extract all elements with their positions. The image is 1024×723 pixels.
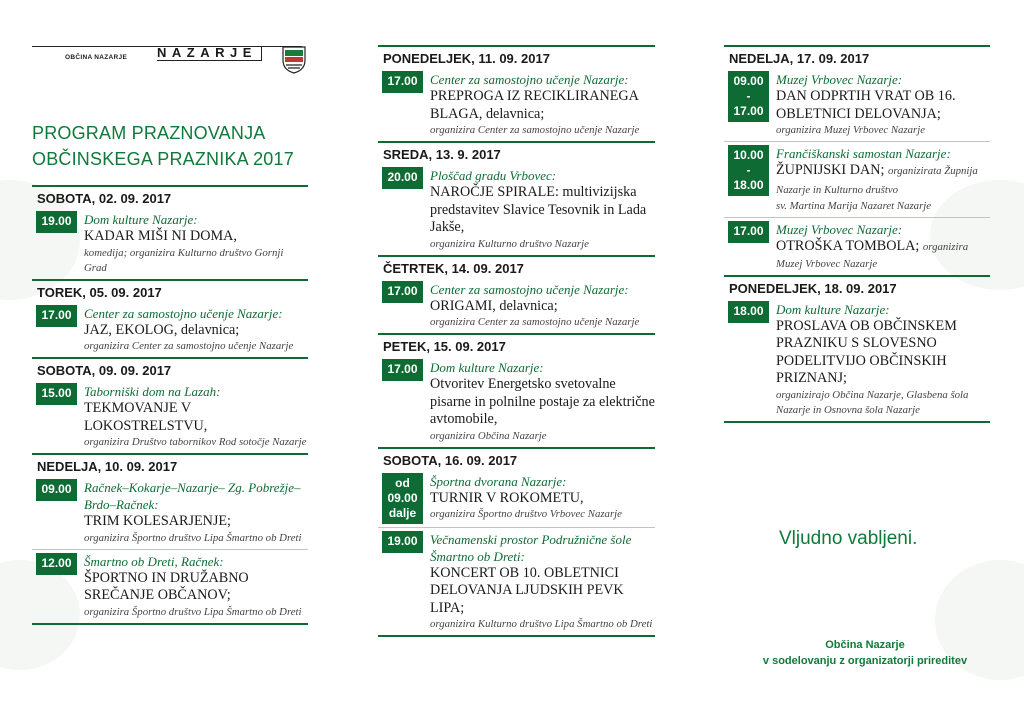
event-organizer: Muzej Vrbovec Nazarje	[776, 257, 878, 270]
event-time: 12.00	[36, 553, 77, 575]
event-time: 19.00	[36, 211, 77, 233]
event-row	[378, 279, 655, 334]
day-block	[378, 333, 655, 447]
event-name	[430, 88, 655, 123]
event-time: 18.00	[728, 301, 769, 323]
event-row	[378, 69, 655, 141]
event-title: OTROŠKA TOMBOLA;	[776, 238, 920, 254]
day-header: SOBOTA, 02. 09. 2017	[32, 185, 308, 209]
event-venue: Dom kulture Nazarje:	[776, 301, 890, 317]
greeting: Vljudno vabljeni.	[779, 528, 918, 549]
event-title: PREPROGA IZ RECIKLIRANEGA BLAGA, delavnica;	[430, 88, 639, 122]
day-block	[378, 255, 655, 334]
event-row	[378, 471, 655, 527]
event-venue: Center za samostojno učenje Nazarje:	[84, 305, 283, 321]
footer	[730, 637, 1000, 669]
day-header: PONEDELJEK, 11. 09. 2017	[378, 45, 655, 69]
event-time: 17.00	[36, 305, 77, 327]
event-title: JAZ, EKOLOG, delavnica;	[84, 321, 240, 338]
event-name	[84, 570, 308, 605]
event-body	[423, 359, 655, 444]
footer-organizer: Občina Nazarje	[825, 639, 905, 651]
event-name	[84, 322, 308, 340]
event-organizer: organizira Občina Nazarje	[430, 429, 547, 442]
event-name	[430, 376, 655, 429]
column-left	[32, 0, 308, 625]
event-body	[769, 221, 990, 272]
event-venue: Dom kulture Nazarje:	[84, 212, 198, 227]
event-venue: Center za samostojno učenje Nazarje:	[430, 281, 629, 297]
event-venue: Muzej Vrbovec Nazarje:	[776, 72, 903, 87]
event-body	[423, 71, 655, 138]
footer-cooperation: v sodelovanju z organizatorji prireditev	[762, 655, 968, 667]
event-organizer: organizira Center za samostojno učenje Nazarje	[84, 340, 294, 352]
event-organizer: organizira Center za samostojno učenje Nazarje	[430, 316, 640, 328]
day-block	[378, 141, 655, 255]
page-title	[32, 120, 308, 172]
column-end-rule	[724, 421, 990, 423]
event-venue: Ploščad gradu Vrbovec:	[430, 168, 557, 183]
event-title: ŽUPNIJSKI DAN;	[776, 162, 885, 178]
event-organizer: organizira Muzej Vrbovec Nazarje	[776, 124, 926, 136]
event-organizer-inline: organizira	[922, 241, 969, 253]
day-block	[378, 45, 655, 141]
day-header: PETEK, 15. 09. 2017	[378, 333, 655, 357]
day-header: NEDELJA, 10. 09. 2017	[32, 453, 308, 477]
day-block	[724, 275, 990, 421]
event-venue: Frančiškanski samostan Nazarje:	[776, 146, 951, 161]
event-venue: Športna dvorana Nazarje:	[430, 473, 567, 489]
event-organizer: komedija; organizira Kulturno društvo Gornji Grad	[84, 246, 284, 274]
day-header: ČETRTEK, 14. 09. 2017	[378, 255, 655, 279]
event-organizer: organizira Center za samostojno učenje Nazarje	[430, 124, 640, 136]
event-time: 09.00	[36, 479, 77, 501]
logo: NAZARJE	[157, 46, 262, 61]
municipality-label: OBČINA NAZARJE	[65, 54, 128, 61]
event-name	[776, 88, 990, 123]
event-venue: Šmartno ob Dreti, Račnek:	[84, 553, 224, 569]
event-time: 15.00	[36, 383, 77, 405]
event-name	[430, 184, 655, 237]
column-right	[724, 45, 990, 423]
event-row	[724, 299, 990, 421]
event-organizer-inline: organizirata Župnija Nazarje in Kulturno društvo	[776, 165, 978, 196]
day-header: SOBOTA, 16. 09. 2017	[378, 447, 655, 471]
event-title: TRIM KOLESARJENJE;	[84, 513, 232, 529]
day-header: TOREK, 05. 09. 2017	[32, 279, 308, 303]
event-name	[84, 513, 308, 531]
event-organizer: organizira Kulturno društvo Nazarje	[430, 237, 589, 250]
event-time: 17.00	[728, 221, 769, 243]
day-header: PONEDELJEK, 18. 09. 2017	[724, 275, 990, 299]
event-body	[769, 145, 990, 214]
event-time: 17.00	[382, 71, 423, 93]
event-title: ORIGAMI, delavnica;	[430, 297, 558, 314]
event-organizer: organizira Športno društvo Vrbovec Nazarje	[430, 508, 622, 520]
event-title: ŠPORTNO IN DRUŽABNO SREČANJE OBČANOV;	[84, 569, 249, 603]
event-row	[32, 549, 308, 623]
event-body	[423, 473, 655, 524]
event-name	[430, 565, 655, 618]
event-body	[769, 71, 990, 138]
event-body	[769, 301, 990, 418]
event-body	[77, 383, 308, 450]
event-time: 10.00 - 18.00	[728, 145, 769, 196]
event-name	[776, 238, 990, 257]
event-venue: Račnek–Kokarje–Nazarje– Zg. Pobrežje–Brdo–Račnek:	[84, 480, 301, 512]
event-name	[84, 228, 308, 246]
event-name	[84, 400, 308, 435]
event-row	[724, 217, 990, 275]
event-title: TURNIR V ROKOMETU,	[430, 489, 584, 506]
event-body	[77, 553, 308, 620]
event-organizer: organizirajo Občina Nazarje, Glasbena šola Nazarje in Osnovna šola Nazarje	[776, 388, 969, 416]
event-time: 17.00	[382, 281, 423, 303]
event-time: 19.00	[382, 531, 423, 553]
event-row	[378, 357, 655, 447]
event-body	[77, 479, 308, 546]
event-venue: Muzej Vrbovec Nazarje:	[776, 222, 903, 237]
event-title: Otvoritev Energetsko svetovalne pisarne in polnilne postaje za električne avtomobile,	[430, 376, 655, 427]
event-name	[430, 490, 655, 508]
event-organizer: organizira Kulturno društvo Lipa Šmartno ob Dreti	[430, 618, 653, 630]
event-row	[32, 381, 308, 453]
day-block	[32, 185, 308, 279]
event-organizer: organizira Društvo tabornikov Rod sotočje Nazarje	[84, 436, 307, 448]
event-time: 20.00	[382, 167, 423, 189]
day-header: SREDA, 13. 9. 2017	[378, 141, 655, 165]
event-title: NAROČJE SPIRALE: multivizijska predstavitev Slavice Tesovnik in Lada Jakše,	[430, 184, 647, 235]
event-body	[423, 531, 655, 633]
event-title: PROSLAVA OB OBČINSKEM PRAZNIKU S SLOVESNO PODELITVIJO OBČINSKIH PRIZNANJ;	[776, 317, 957, 386]
title-line-1: PROGRAM PRAZNOVANJA	[32, 123, 266, 143]
event-body	[77, 305, 308, 355]
event-body	[423, 167, 655, 252]
event-title: KADAR MIŠI NI DOMA,	[84, 228, 237, 244]
column-middle	[378, 45, 655, 637]
day-block	[378, 447, 655, 636]
day-header: NEDELJA, 17. 09. 2017	[724, 45, 990, 69]
event-row	[32, 303, 308, 358]
title-line-2: OBČINSKEGA PRAZNIKA 2017	[32, 149, 294, 169]
day-header: SOBOTA, 09. 09. 2017	[32, 357, 308, 381]
event-time: 17.00	[382, 359, 423, 381]
event-name	[776, 162, 990, 199]
event-title: TEKMOVANJE V LOKOSTRELSTVU,	[84, 400, 208, 434]
event-row	[378, 527, 655, 636]
event-row	[724, 69, 990, 141]
event-title: KONCERT OB 10. OBLETNICI DELOVANJA LJUDSKIH PEVK LIPA;	[430, 564, 624, 616]
event-row	[32, 209, 308, 279]
event-organizer: sv. Martina Marija Nazaret Nazarje	[776, 200, 932, 212]
event-row	[32, 477, 308, 549]
day-block	[32, 279, 308, 358]
event-venue: Večnamenski prostor Podružnične šole Šmartno ob Dreti:	[430, 531, 632, 564]
event-name	[430, 298, 655, 316]
event-time: 09.00 - 17.00	[728, 71, 769, 122]
event-row	[724, 141, 990, 217]
event-venue: Taborniški dom na Lazah:	[84, 384, 221, 399]
event-organizer: organizira Športno društvo Lipa Šmartno ob Dreti	[84, 531, 302, 544]
column-end-rule	[32, 623, 308, 625]
header	[32, 0, 308, 62]
day-block	[724, 45, 990, 275]
event-body	[423, 281, 655, 331]
event-venue: Dom kulture Nazarje:	[430, 360, 544, 375]
event-name	[776, 318, 990, 388]
event-row	[378, 165, 655, 255]
event-time: od 09.00 dalje	[382, 473, 423, 524]
event-venue: Center za samostojno učenje Nazarje:	[430, 72, 629, 87]
column-end-rule	[378, 635, 655, 637]
day-block	[32, 453, 308, 623]
coat-of-arms-icon	[282, 46, 306, 74]
event-organizer: organizira Športno društvo Lipa Šmartno ob Dreti	[84, 605, 302, 618]
event-title: DAN ODPRTIH VRAT OB 16. OBLETNICI DELOVANJA;	[776, 88, 956, 122]
day-block	[32, 357, 308, 453]
event-body	[77, 211, 308, 276]
